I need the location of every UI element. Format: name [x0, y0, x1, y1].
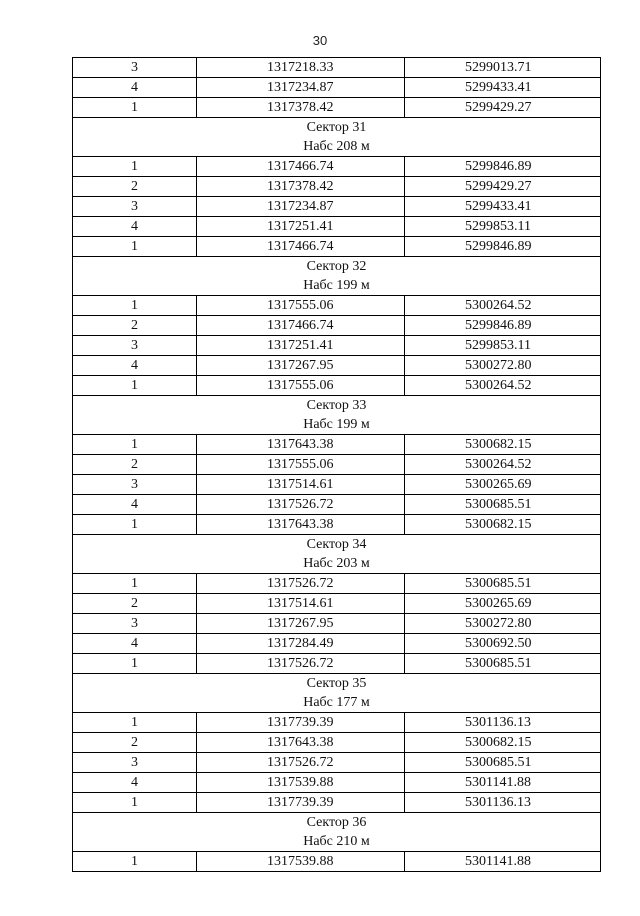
x-coordinate-cell: 1317251.41 — [197, 217, 405, 237]
y-coordinate-cell: 5301136.13 — [405, 713, 601, 733]
point-number-cell: 1 — [73, 296, 197, 316]
point-number-cell: 2 — [73, 316, 197, 336]
table-row — [73, 495, 601, 515]
point-number-cell: 3 — [73, 336, 197, 356]
point-number-cell: 2 — [73, 733, 197, 753]
sector-header-row — [73, 257, 601, 296]
y-coordinate-cell: 5299853.11 — [405, 336, 601, 356]
x-coordinate-cell: 1317514.61 — [197, 475, 405, 495]
table-row — [73, 296, 601, 316]
point-number-cell: 1 — [73, 157, 197, 177]
table-row — [73, 435, 601, 455]
point-number-cell: 1 — [73, 793, 197, 813]
y-coordinate-cell: 5300685.51 — [405, 574, 601, 594]
point-number-cell: 3 — [73, 475, 197, 495]
x-coordinate-cell: 1317514.61 — [197, 594, 405, 614]
point-number-cell: 3 — [73, 197, 197, 217]
point-number-cell: 3 — [73, 614, 197, 634]
y-coordinate-cell: 5299846.89 — [405, 316, 601, 336]
point-number-cell: 1 — [73, 713, 197, 733]
x-coordinate-cell: 1317739.39 — [197, 793, 405, 813]
coordinates-table — [72, 57, 601, 872]
x-coordinate-cell: 1317234.87 — [197, 78, 405, 98]
x-coordinate-cell: 1317555.06 — [197, 455, 405, 475]
table-row — [73, 713, 601, 733]
y-coordinate-cell: 5300265.69 — [405, 594, 601, 614]
sector-height: Набс 199 м — [303, 417, 370, 432]
point-number-cell: 3 — [73, 753, 197, 773]
table-row — [73, 574, 601, 594]
sector-name: Сектор 33 — [306, 398, 367, 413]
y-coordinate-cell: 5300272.80 — [405, 614, 601, 634]
point-number-cell: 1 — [73, 376, 197, 396]
y-coordinate-cell: 5299846.89 — [405, 237, 601, 257]
x-coordinate-cell: 1317739.39 — [197, 713, 405, 733]
y-coordinate-cell: 5300265.69 — [405, 475, 601, 495]
point-number-cell: 1 — [73, 237, 197, 257]
table-row — [73, 356, 601, 376]
sector-height: Набс 210 м — [303, 834, 370, 849]
x-coordinate-cell: 1317466.74 — [197, 316, 405, 336]
table-row — [73, 614, 601, 634]
sector-header-row — [73, 118, 601, 157]
y-coordinate-cell: 5300272.80 — [405, 356, 601, 376]
coordinates-table-body — [73, 58, 601, 872]
x-coordinate-cell: 1317555.06 — [197, 296, 405, 316]
table-row — [73, 475, 601, 495]
x-coordinate-cell: 1317643.38 — [197, 733, 405, 753]
point-number-cell: 4 — [73, 356, 197, 376]
table-row — [73, 634, 601, 654]
point-number-cell: 1 — [73, 435, 197, 455]
y-coordinate-cell: 5300682.15 — [405, 515, 601, 535]
y-coordinate-cell: 5300264.52 — [405, 296, 601, 316]
y-coordinate-cell: 5299433.41 — [405, 78, 601, 98]
table-row — [73, 654, 601, 674]
table-row — [73, 773, 601, 793]
table-row — [73, 157, 601, 177]
y-coordinate-cell: 5299429.27 — [405, 98, 601, 118]
point-number-cell: 4 — [73, 634, 197, 654]
table-row — [73, 197, 601, 217]
table-row — [73, 78, 601, 98]
table-row — [73, 515, 601, 535]
y-coordinate-cell: 5300685.51 — [405, 753, 601, 773]
x-coordinate-cell: 1317643.38 — [197, 435, 405, 455]
x-coordinate-cell: 1317378.42 — [197, 177, 405, 197]
table-row — [73, 217, 601, 237]
sector-header-row — [73, 674, 601, 713]
y-coordinate-cell: 5299433.41 — [405, 197, 601, 217]
table-row — [73, 852, 601, 872]
sector-name: Сектор 34 — [306, 537, 367, 552]
y-coordinate-cell: 5301141.88 — [405, 852, 601, 872]
x-coordinate-cell: 1317643.38 — [197, 515, 405, 535]
x-coordinate-cell: 1317267.95 — [197, 356, 405, 376]
page-number: 30 — [312, 33, 328, 48]
y-coordinate-cell: 5300264.52 — [405, 455, 601, 475]
point-number-cell: 1 — [73, 654, 197, 674]
y-coordinate-cell: 5300682.15 — [405, 435, 601, 455]
y-coordinate-cell: 5299853.11 — [405, 217, 601, 237]
y-coordinate-cell: 5300692.50 — [405, 634, 601, 654]
sector-header-cell — [73, 813, 601, 852]
x-coordinate-cell: 1317539.88 — [197, 852, 405, 872]
sector-header-cell — [73, 674, 601, 713]
x-coordinate-cell: 1317555.06 — [197, 376, 405, 396]
table-row — [73, 594, 601, 614]
table-row — [73, 793, 601, 813]
point-number-cell: 1 — [73, 574, 197, 594]
y-coordinate-cell: 5299846.89 — [405, 157, 601, 177]
table-row — [73, 237, 601, 257]
sector-height: Набс 203 м — [303, 556, 370, 571]
point-number-cell: 1 — [73, 515, 197, 535]
x-coordinate-cell: 1317251.41 — [197, 336, 405, 356]
point-number-cell: 4 — [73, 773, 197, 793]
x-coordinate-cell: 1317526.72 — [197, 574, 405, 594]
point-number-cell: 4 — [73, 217, 197, 237]
point-number-cell: 2 — [73, 177, 197, 197]
y-coordinate-cell: 5300682.15 — [405, 733, 601, 753]
point-number-cell: 2 — [73, 455, 197, 475]
y-coordinate-cell: 5301136.13 — [405, 793, 601, 813]
y-coordinate-cell: 5301141.88 — [405, 773, 601, 793]
point-number-cell: 4 — [73, 495, 197, 515]
x-coordinate-cell: 1317267.95 — [197, 614, 405, 634]
x-coordinate-cell: 1317218.33 — [197, 58, 405, 78]
x-coordinate-cell: 1317526.72 — [197, 654, 405, 674]
x-coordinate-cell: 1317466.74 — [197, 157, 405, 177]
point-number-cell: 2 — [73, 594, 197, 614]
table-row — [73, 336, 601, 356]
sector-header-row — [73, 535, 601, 574]
table-row — [73, 316, 601, 336]
x-coordinate-cell: 1317466.74 — [197, 237, 405, 257]
x-coordinate-cell: 1317378.42 — [197, 98, 405, 118]
y-coordinate-cell: 5299013.71 — [405, 58, 601, 78]
table-row — [73, 733, 601, 753]
table-row — [73, 455, 601, 475]
y-coordinate-cell: 5300264.52 — [405, 376, 601, 396]
sector-name: Сектор 35 — [306, 676, 367, 691]
sector-header-row — [73, 813, 601, 852]
sector-height: Набс 177 м — [303, 695, 370, 710]
y-coordinate-cell: 5300685.51 — [405, 495, 601, 515]
sector-height: Набс 199 м — [303, 278, 370, 293]
table-row — [73, 98, 601, 118]
sector-name: Сектор 31 — [306, 120, 367, 135]
table-row — [73, 58, 601, 78]
x-coordinate-cell: 1317526.72 — [197, 753, 405, 773]
sector-name: Сектор 32 — [306, 259, 367, 274]
sector-header-cell — [73, 118, 601, 157]
x-coordinate-cell: 1317284.49 — [197, 634, 405, 654]
y-coordinate-cell: 5299429.27 — [405, 177, 601, 197]
sector-name: Сектор 36 — [306, 815, 367, 830]
point-number-cell: 1 — [73, 98, 197, 118]
sector-header-cell — [73, 396, 601, 435]
point-number-cell: 1 — [73, 852, 197, 872]
sector-header-cell — [73, 535, 601, 574]
point-number-cell: 4 — [73, 78, 197, 98]
y-coordinate-cell: 5300685.51 — [405, 654, 601, 674]
x-coordinate-cell: 1317539.88 — [197, 773, 405, 793]
sector-height: Набс 208 м — [303, 139, 370, 154]
x-coordinate-cell: 1317526.72 — [197, 495, 405, 515]
table-row — [73, 753, 601, 773]
x-coordinate-cell: 1317234.87 — [197, 197, 405, 217]
sector-header-row — [73, 396, 601, 435]
table-row — [73, 376, 601, 396]
point-number-cell: 3 — [73, 58, 197, 78]
table-row — [73, 177, 601, 197]
sector-header-cell — [73, 257, 601, 296]
